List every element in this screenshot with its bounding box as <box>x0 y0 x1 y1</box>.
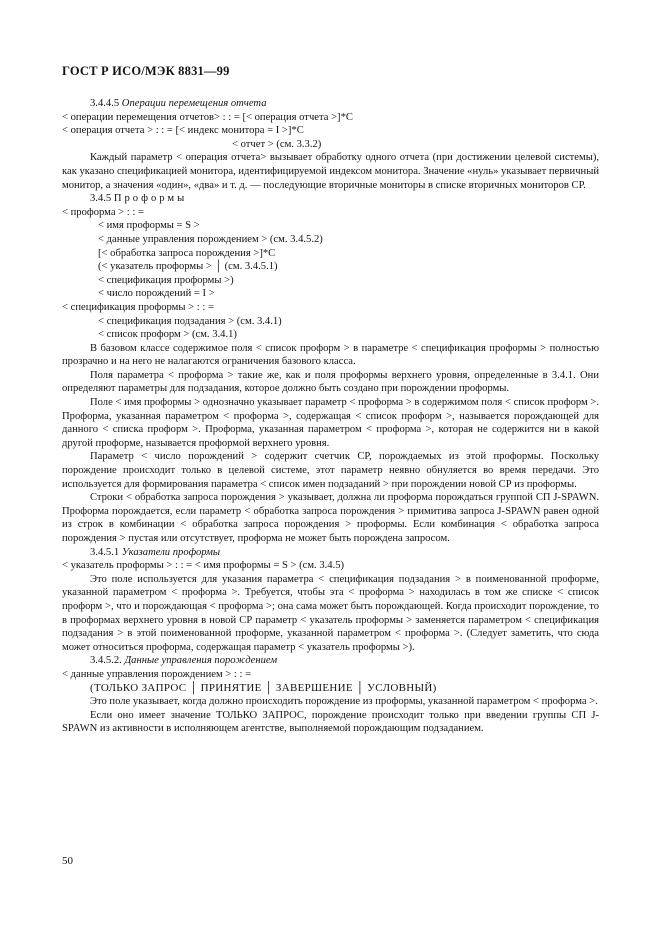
syntax-line: < операции перемещения отчетов> : : = [< операция отчета >]*С <box>62 111 353 123</box>
syntax-line: < спецификация проформы > : : = <box>62 301 214 313</box>
syntax-line: < имя проформы = S > <box>98 220 200 232</box>
section-title: Операции перемещения отчета <box>121 98 267 109</box>
syntax-line: < спецификация проформы >) <box>98 274 234 286</box>
paragraph: Параметр < число порождений > содержит счетчик СР, порождаемых из этой проформы. Поскольку порождение происходит только в целевой системе, этот параметр неявно обнуляется во время передачи. Это используется для формирования параметра < список имен подзаданий > при порождении новой СР из проформы. <box>62 451 599 490</box>
syntax-line: < отчет > (см. 3.3.2) <box>232 138 322 150</box>
section-number: 3.4.4.5 <box>90 98 120 109</box>
section-heading <box>62 97 599 111</box>
section-number: 3.4.5 <box>90 193 112 205</box>
section-title: Данные управления порождением <box>124 655 278 667</box>
syntax-line: < число порождений = I > <box>98 288 215 300</box>
syntax-line: (< указатель проформы > │ (см. 3.4.5.1) <box>98 261 278 273</box>
syntax-line: < операция отчета > : : = [< индекс монитора = I >]*С <box>62 125 304 137</box>
syntax-line: < список проформ > (см. 3.4.1) <box>98 329 237 341</box>
section-number: 3.4.5.1 <box>90 546 120 558</box>
paragraph: Строки < обработка запроса порождения > указывает, должна ли проформа порождаться группой СП J-SPAWN. Проформа порождается, если параметр < обработка запроса порождения > примитива запроса J-SPAWN равен одной из строк в комбинации < обработка запроса порождения > проформы. Если комбинация < обработка запроса порождения > пустая или отсутствует, проформа не может быть порождена запросом. <box>62 492 599 544</box>
section-number: 3.4.5.2. <box>90 655 122 667</box>
section-heading <box>62 546 599 560</box>
section-heading <box>62 192 599 206</box>
paragraph: В базовом классе содержимое поля < список проформ > в параметре < спецификация проформы > полностью прозрачно и на него не налагаются ограничения базового класса. <box>62 342 599 368</box>
section-title: Проформы <box>113 193 188 205</box>
syntax-line: < данные управления порождением > : : = <box>62 668 252 680</box>
section-heading <box>62 654 599 668</box>
paragraph: Каждый параметр < операция отчета> вызывает обработку одного отчета (при достижении целевой системы), как указано спецификацией монитора, идентифицируемой индексом монитора. Значение «нуль» указывает первичный монитор, а значения «один», «два» и т. д. — последующие вторичные мониторы в списке вторичных мониторов СР. <box>62 152 599 191</box>
paragraph: Это поле указывает, когда должно происходить порождение из проформы, указанной параметром < проформа >. <box>90 696 598 708</box>
enumeration-line: (ТОЛЬКО ЗАПРОС │ ПРИНЯТИЕ │ ЗАВЕРШЕНИЕ │ УСЛОВНЫЙ) <box>90 681 437 694</box>
syntax-line: < данные управления порождением > (см. 3.4.5.2) <box>98 233 323 245</box>
paragraph: Это поле используется для указания параметра < спецификация подзадания > в поименованной проформе, указанной параметром < проформа >. Требуется, чтобы эта < проформа > находилась в том же списке < список проформ >, что и порождающая < проформа >; она сама может быть порождающей. Когда происходит порождение, то в проформах верхнего уровня в новой СР параметр < указатель проформы > заменяется параметром < спецификация подзадания > в этой поименованной проформе, указанной параметром < проформа >. (Следует заметить, что сюда может относиться проформа, содержащая параметр < указатель проформы >). <box>62 573 599 653</box>
syntax-line: < спецификация подзадания > (см. 3.4.1) <box>98 315 282 327</box>
syntax-line: [< обработка запроса порождения >]*С <box>98 247 276 259</box>
syntax-line: < проформа > : : = <box>62 206 144 218</box>
paragraph: Поле < имя проформы > однозначно указывает параметр < проформа > в содержимом поля < список проформ >. Проформа, указанная параметром < проформа >, содержащая < список проформ >, называется порождающей для данного < списка проформ >. Проформа, указанная параметром < проформа >, которая не содержится ни в какой другой проформе, называется проформой верхнего уровня. <box>62 397 599 449</box>
paragraph: Поля параметра < проформа > такие же, как и поля проформы верхнего уровня, определенные в 3.4.1. Они определяют параметры для подзадания, которое должно быть создано при порождении проформы. <box>62 369 599 395</box>
page-header: ГОСТ Р ИСО/МЭК 8831—99 <box>62 64 230 78</box>
section-title: Указатели проформы <box>121 546 221 558</box>
paragraph: Если оно имеет значение ТОЛЬКО ЗАПРОС, порождение происходит только при введении группы СП J-SPAWN из активности в исполняющем агентстве, выполняемой порождающим подзаданием. <box>62 709 599 735</box>
document-body <box>62 97 599 736</box>
syntax-line: < указатель проформы > : : = < имя проформы = S > (см. 3.4.5) <box>62 560 345 572</box>
page-number: 50 <box>62 855 73 867</box>
